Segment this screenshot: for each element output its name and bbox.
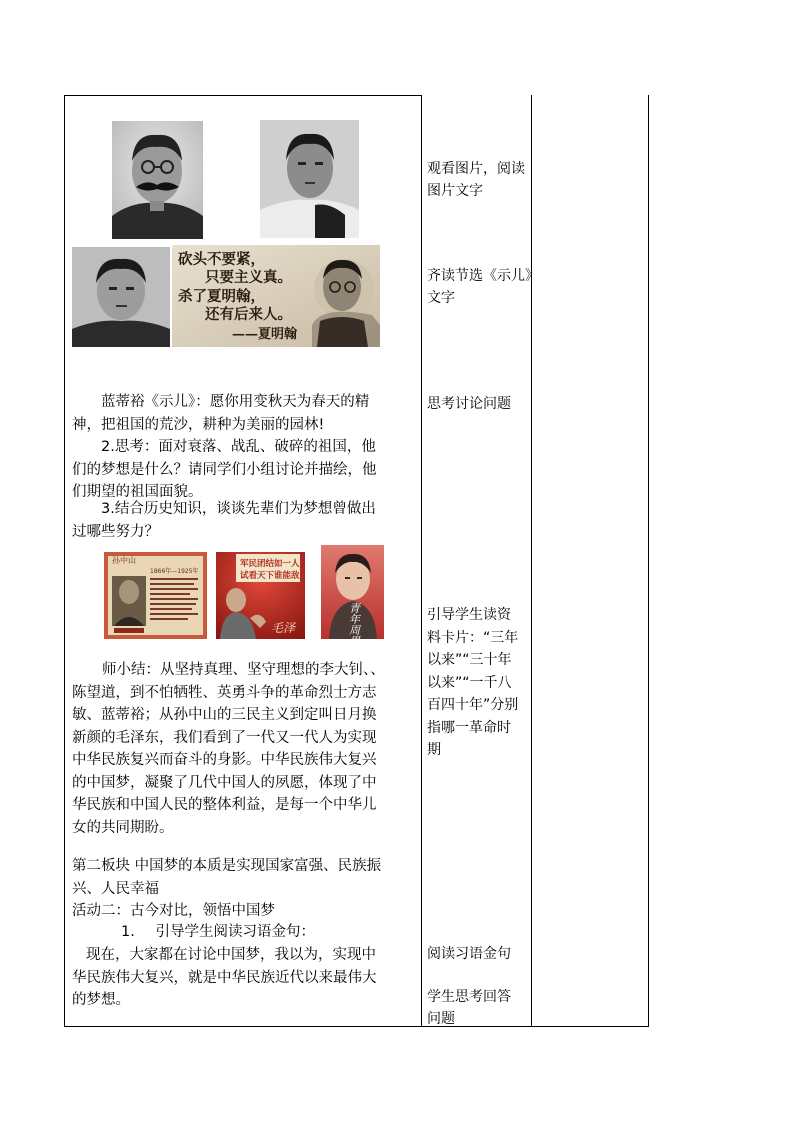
teacher-summary: 师小结：从坚持真理、坚守理想的李大钊、、 陈望道，到不怕牺牲、英勇斗争的革命烈士方志 敏、蓝蒂裕；从孙中山的三民主义到定叫日月换 新颜的毛泽东，我们看到了一代又一代人为实现 中华民族复兴而奋斗的身影。中华民族伟大复兴 的中国梦，凝聚了几代中国人的夙愿，体现了中 华民族和中国人民的整体利益，是每一个中华儿 女的共同期盼。 — [72, 662, 385, 836]
poster-mao-zedong — [216, 552, 309, 639]
question-2: 2.思考：面对衰落、战乱、破碎的祖国，他 们的梦想是什么？请同学们小组讨论并描绘，他 们期望的祖国面貌。 — [72, 439, 377, 500]
activity-2: 活动二：古今对比，领悟中国梦 — [72, 903, 275, 919]
xia-minghan-quote-card — [172, 245, 380, 347]
table-left-border — [64, 95, 65, 1027]
column-divider-1 — [421, 95, 422, 1027]
column-divider-2 — [531, 95, 532, 1027]
side-note-5: 阅读习语金句 — [427, 946, 511, 962]
list-item-1-number: 1. — [121, 924, 135, 940]
paragraph-xi-quote: 现在，大家都在讨论中国梦，我以为，实现中 华民族伟大复兴，就是中华民族近代以来最伟大 的梦想。 — [72, 947, 377, 1008]
side-note-1: 观看图片，阅读 图片文字 — [427, 161, 525, 199]
section-2-heading: 第二板块 中国梦的本质是实现国家富强、民族振 兴、人民幸福 — [72, 858, 382, 897]
side-note-3: 思考讨论问题 — [427, 396, 511, 412]
quote-line-2: 只要主义真。 — [205, 269, 292, 286]
list-item-1-text: 引导学生阅读习语金句： — [155, 924, 315, 940]
paragraph-lan-diyu: 蓝蒂裕《示儿》：愿你用变秋天为春天的精 神，把祖国的荒沙，耕种为美丽的园林! — [72, 394, 370, 433]
poster-zhou-title: 青年周恩来 — [349, 602, 360, 659]
quote-author: ——夏明翰 — [232, 327, 298, 342]
list-item-1 — [72, 921, 417, 944]
table-bottom-border — [64, 1026, 649, 1027]
poster-mao-line1: 军民团结如一人， — [240, 559, 309, 569]
table-top-border — [64, 95, 422, 96]
quote-line-4: 还有后来人。 — [205, 306, 292, 323]
portrait-li-dazhao — [112, 121, 203, 239]
poster-sun-name: 孙中山 — [112, 556, 136, 565]
side-note-4: 引导学生读资 料卡片：“三年 以来”“三十年 以来”“一千八 百四十年”分别 指哪一革命时 期 — [427, 607, 519, 758]
quote-line-3: 杀了夏明翰， — [178, 288, 265, 305]
table-right-border — [648, 95, 649, 1027]
question-3: 3.结合历史知识，谈谈先辈们为梦想曾做出 过哪些努力？ — [72, 501, 376, 540]
poster-sun-caption: 1866年—1925年 — [150, 568, 199, 575]
quote-line-1: 砍头不要紧， — [178, 251, 265, 268]
svg-text:毛泽: 毛泽 — [271, 621, 296, 635]
side-note-6: 学生思考回答 问题 — [427, 989, 511, 1027]
poster-young-zhou-enlai — [321, 545, 384, 659]
poster-sun-yatsen — [104, 552, 207, 639]
portrait-lan-diyu — [72, 247, 170, 347]
portrait-fang-zhimin — [260, 120, 359, 238]
poster-mao-line2: 试看天下谁能敌！ — [240, 571, 309, 581]
side-note-2: 齐读节选《示儿》 文字 — [427, 268, 539, 306]
